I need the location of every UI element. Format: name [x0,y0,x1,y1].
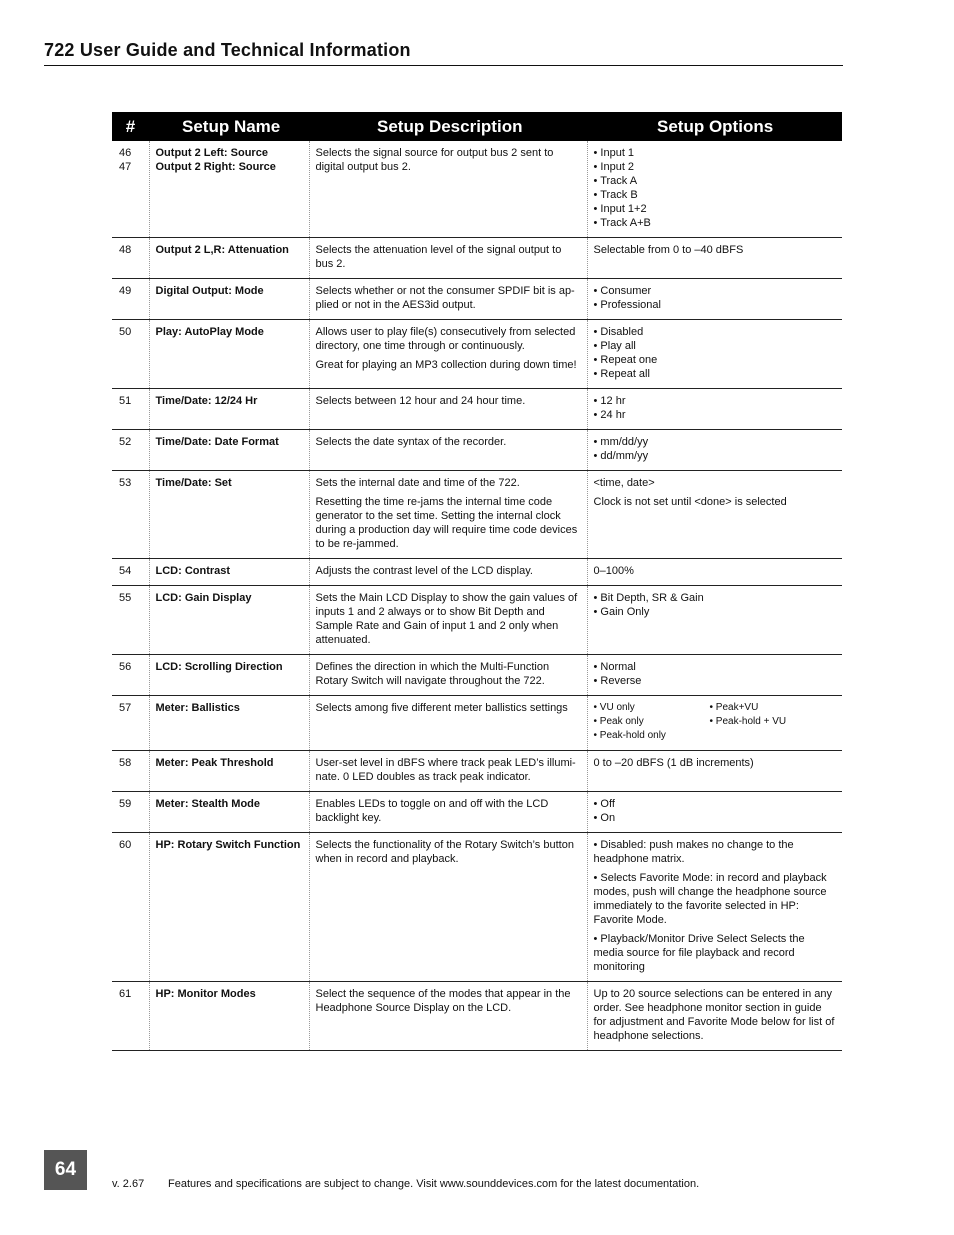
setup-name [149,586,309,655]
cell-line: • Repeat one [593,354,658,366]
cell-line: • 12 hr [593,395,626,407]
table-row [112,320,842,389]
cell-line: 52 [119,436,132,448]
column-header-number: # [112,112,149,141]
setup-name [149,696,309,751]
cell-line: • Play all [593,340,636,352]
cell-line: • Input 1+2 [593,203,647,215]
option-item: • VU only [593,702,635,713]
cell-line: 48 [119,244,132,256]
cell-line: 57 [119,702,132,714]
table-row [112,982,842,1051]
option-item: • Peak only [593,716,644,727]
table-row [112,586,842,655]
cell-paragraph: • Playback/Monitor Drive Select Selects the media source for file playback and record monitoring [593,933,805,973]
setup-number [112,833,149,982]
setup-description [309,320,587,389]
cell-paragraph: Selects the signal source for output bus 2 sent to digital output bus 2. [315,147,554,173]
page-title: 722 User Guide and Technical Information [44,40,411,60]
cell-line: Meter: Peak Threshold [155,757,274,769]
cell-line: 49 [119,285,132,297]
table-row [112,655,842,696]
setup-options [587,238,842,279]
cell-paragraph: Selects the date syntax of the recorder. [315,436,507,448]
cell-paragraph: Selects among five different meter ballistics settings [315,702,568,714]
option-item: • Peak-hold only [593,730,666,741]
cell-line: • Consumer [593,285,652,297]
setup-name [149,792,309,833]
setup-name [149,751,309,792]
setup-options [587,559,842,586]
table-body [112,141,842,1051]
setup-number [112,586,149,655]
cell-line: Meter: Stealth Mode [155,798,261,810]
column-header-name: Setup Name [149,112,309,141]
table-row [112,430,842,471]
setup-number [112,320,149,389]
cell-line: 60 [119,839,132,851]
table-row [112,559,842,586]
setup-description [309,655,587,696]
cell-line: 53 [119,477,132,489]
cell-line: 50 [119,326,132,338]
table-row [112,696,842,751]
setup-description [309,751,587,792]
footer-version: v. 2.67 [112,1178,145,1190]
setup-number [112,751,149,792]
option-item: • Peak-hold + VU [709,716,787,727]
setup-options [587,389,842,430]
cell-line: 0–100% [593,565,634,577]
table-row [112,471,842,559]
cell-line: • Bit Depth, SR & Gain [593,592,704,604]
setup-number [112,655,149,696]
setup-name [149,279,309,320]
cell-line: Output 2 L,R: Attenuation [155,244,289,256]
cell-line: • Professional [593,299,661,311]
cell-line: Time/Date: Set [155,477,232,489]
cell-line: Up to 20 source selections can be entered in any order. See headphone monitor section in guide for adjustment and Favorite Mode below for list of headphone selections. [593,988,835,1042]
cell-paragraph: • Selects Favorite Mode: in record and playback modes, push will change the headphone source immediately to the favorite selected in HP: Favorite Mode. [593,872,827,926]
cell-paragraph: <time, date> [593,477,655,489]
cell-paragraph: Select the sequence of the modes that appear in the Headphone Source Display on the LCD. [315,988,571,1014]
cell-paragraph: • Disabled: push makes no change to the headphone matrix. [593,839,794,865]
column-header-options: Setup Options [587,112,842,141]
cell-paragraph: Allows user to play file(s) consecutively from selected directory, one time through or continuously. [315,326,576,352]
cell-line: Meter: Ballistics [155,702,240,714]
setup-options [587,279,842,320]
cell-line: 54 [119,565,132,577]
setup-options [587,320,842,389]
cell-line: Output 2 Left: Source [155,147,268,159]
setup-description [309,279,587,320]
setup-options [587,751,842,792]
setup-options [587,655,842,696]
setup-number [112,471,149,559]
setup-name [149,655,309,696]
cell-line: 56 [119,661,132,673]
setup-name [149,141,309,238]
cell-line: Play: AutoPlay Mode [155,326,264,338]
cell-line: HP: Monitor Modes [155,988,256,1000]
cell-paragraph: Enables LEDs to toggle on and off with the LCD backlight key. [315,798,549,824]
cell-paragraph: Sets the Main LCD Display to show the gain values of inputs 1 and 2 always or to show Bit Depth and Sample Rate and Gain of input 1 and 2 only when attenuated. [315,592,578,646]
cell-line: • On [593,812,616,824]
cell-paragraph: Defines the direction in which the Multi-Function Rotary Switch will navigate throughout the 722. [315,661,550,687]
cell-line: • Normal [593,661,636,673]
table-row [112,751,842,792]
cell-line: LCD: Contrast [155,565,231,577]
cell-line: • Disabled [593,326,644,338]
setup-description [309,792,587,833]
header-divider [44,65,843,66]
cell-line: 0 to –20 dBFS (1 dB increments) [593,757,754,769]
cell-line: • Track A+B [593,217,651,229]
setup-description [309,833,587,982]
cell-line: Selectable from 0 to –40 dBFS [593,244,744,256]
table-row [112,238,842,279]
cell-line: LCD: Scrolling Direction [155,661,283,673]
page-number: 64 [44,1150,87,1190]
column-header-description: Setup Description [309,112,587,141]
cell-paragraph: Selects between 12 hour and 24 hour time. [315,395,526,407]
table-row [112,792,842,833]
setup-options [587,696,842,751]
table-row [112,833,842,982]
option-item [710,729,837,743]
cell-line: • mm/dd/yy [593,436,649,448]
cell-paragraph: Clock is not set until <done> is selected [593,496,787,508]
cell-line: Time/Date: 12/24 Hr [155,395,258,407]
setup-options [587,982,842,1051]
cell-line: LCD: Gain Display [155,592,252,604]
setup-description [309,696,587,751]
cell-paragraph: Great for playing an MP3 collection during down time! [315,359,577,371]
cell-line: 61 [119,988,132,1000]
setup-description [309,559,587,586]
cell-line: Output 2 Right: Source [155,161,276,173]
cell-paragraph: Selects the functionality of the Rotary Switch’s button when in record and playback. [315,839,574,865]
cell-paragraph: Resetting the time re-jams the internal time code generator to the set time. Setting the internal clock during a production day will require time code devices to be re-jammed. [315,496,578,550]
setup-number [112,982,149,1051]
setup-number [112,430,149,471]
cell-paragraph: Sets the internal date and time of the 722. [315,477,520,489]
cell-line: • Input 1 [593,147,635,159]
cell-line: • Off [593,798,615,810]
cell-line: • Track B [593,189,638,201]
option-item: • Peak+VU [709,702,759,713]
setup-options [587,833,842,982]
table-row [112,141,842,238]
setup-number [112,792,149,833]
cell-line: HP: Rotary Switch Function [155,839,301,851]
setup-name [149,982,309,1051]
setup-description [309,389,587,430]
setup-number [112,696,149,751]
cell-line: 46 [119,147,132,159]
cell-paragraph: Selects whether or not the consumer SPDIF bit is ap-plied or not in the AES3id output. [315,285,575,311]
footer-notice: Features and specifications are subject to change. Visit www.sounddevices.com for the latest documentation. [168,1178,700,1190]
setup-description [309,471,587,559]
cell-paragraph: Adjusts the contrast level of the LCD display. [315,565,533,577]
cell-line: 59 [119,798,132,810]
setup-name [149,559,309,586]
setup-options [587,471,842,559]
setup-description [309,430,587,471]
setup-name [149,238,309,279]
cell-line: 55 [119,592,132,604]
setup-number [112,559,149,586]
cell-line: • Gain Only [593,606,650,618]
setup-number [112,389,149,430]
setup-options [587,792,842,833]
setup-options [587,586,842,655]
setup-description [309,141,587,238]
cell-paragraph: User-set level in dBFS where track peak LED’s illumi-nate. 0 LED doubles as track peak indicator. [315,757,576,783]
setup-name [149,833,309,982]
setup-name [149,430,309,471]
cell-line: • Reverse [593,675,642,687]
setup-options [587,141,842,238]
setup-options [587,430,842,471]
cell-line: • 24 hr [593,409,626,421]
table-header-row [112,112,842,141]
table-row [112,389,842,430]
setup-table [112,112,842,1051]
cell-line: • Repeat all [593,368,650,380]
setup-description [309,982,587,1051]
cell-line: Time/Date: Date Format [155,436,279,448]
table-row [112,279,842,320]
setup-description [309,586,587,655]
cell-line: Digital Output: Mode [155,285,264,297]
cell-line: • Input 2 [593,161,635,173]
cell-paragraph: Selects the attenuation level of the signal output to bus 2. [315,244,562,270]
cell-line: 51 [119,395,132,407]
setup-name [149,389,309,430]
setup-name [149,320,309,389]
options-grid [594,701,837,743]
setup-number [112,238,149,279]
cell-line: • dd/mm/yy [593,450,649,462]
cell-line: • Track A [593,175,638,187]
cell-line: 47 [119,161,132,173]
setup-number [112,141,149,238]
setup-name [149,471,309,559]
setup-description [309,238,587,279]
setup-number [112,279,149,320]
cell-line: 58 [119,757,132,769]
